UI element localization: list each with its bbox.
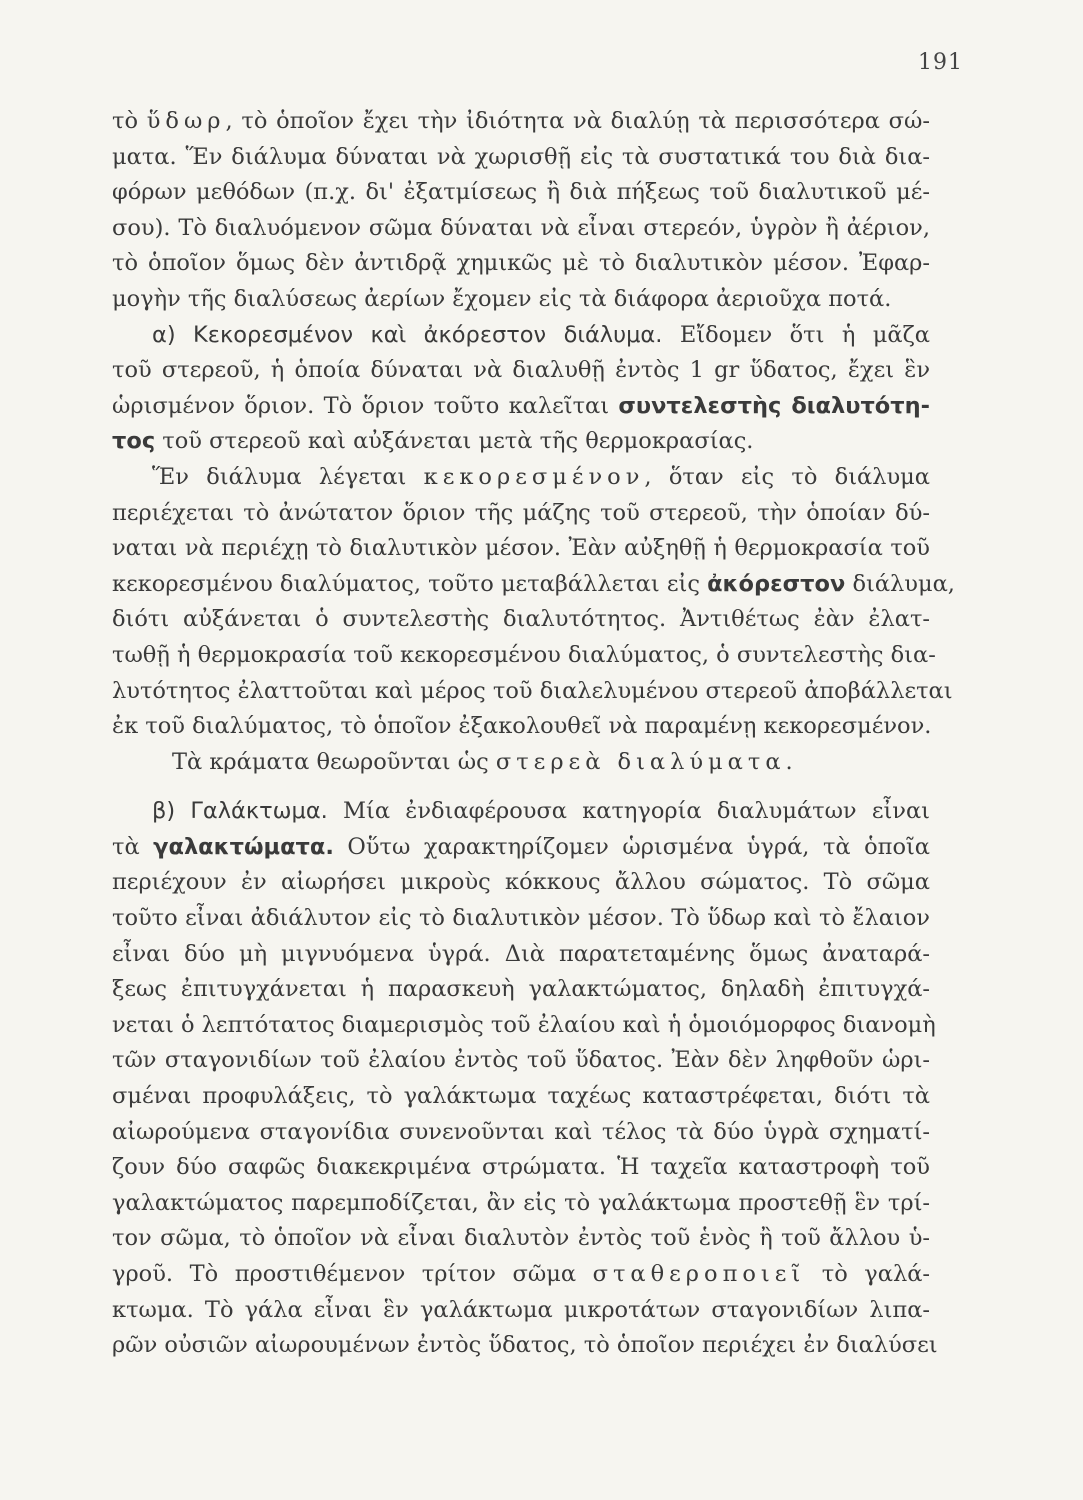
text-run: περιέχουν ἐν αἰωρήσει μικροὺς κόκκους ἄλλου σώματος. Τὸ σῶμα [112,869,930,896]
text-line [112,424,930,460]
text-run: τοῦ στερεοῦ, ἡ ὁποία δύναται νὰ διαλυθῇ ἐντὸς 1 gr ὕδατος, ἔχει ἓν [112,357,930,384]
text-line [112,865,930,901]
page-number: 191 [918,50,963,75]
text-run: τωθῇ ἡ θερμοκρασία τοῦ κεκορεσμένου διαλύματος, ὁ συντελεστὴς δια- [112,641,936,668]
bold-term: ἀκόρεστον [707,570,846,597]
text-line [112,709,930,745]
text-line [112,972,930,1008]
text-line [112,638,936,674]
text-run: ἐκ τοῦ διαλύματος, τὸ ὁποῖον ἐξακολουθεῖ νὰ παραμένῃ κεκορεσμένον. [112,713,932,740]
paragraph-p5 [112,794,938,1364]
text-run: μογὴν τῆς διαλύσεως ἀερίων ἔχομεν εἰς τὰ διάφορα ἀεριοῦχα ποτά. [112,285,892,312]
text-line [112,1221,930,1257]
text-run: ματα. Ἕν διάλυμα δύναται νὰ χωρισθῇ εἰς τὰ συστατικά του διὰ δια- [112,143,930,170]
text-line [112,1293,930,1329]
spaced-term: στερεὰ διαλύματα [495,748,786,775]
text-run: ναται νὰ περιέχῃ τὸ διαλυτικὸν μέσον. Ἐὰν αὐξηθῇ ἡ θερμοκρασία τοῦ [112,535,930,562]
bold-term: γαλακτώματα. [153,833,334,860]
text-run: εἶναι δύο μὴ μιγνυόμενα ὑγρά. Διὰ παρατεταμένης ὅμως ἀναταρά- [112,940,930,967]
text-line [112,1043,930,1079]
text-line [112,140,930,176]
text-line [112,794,930,830]
text-line [112,211,930,247]
text-run: λυτότητος ἐλαττοῦται καὶ μέρος τοῦ διαλελυμένου στερεοῦ ἀποβάλλεται [112,677,953,704]
text-line [112,282,930,318]
text-line [112,1079,930,1115]
text-run: . [785,748,793,775]
paragraph-p4 [112,745,930,781]
text-run: τὰ [112,833,154,860]
text-run: τον σῶμα, τὸ ὁποῖον νὰ εἶναι διαλυτὸν ἐντὸς τοῦ ἑνὸς ἢ τοῦ ἄλλου ὑ- [112,1225,930,1252]
text-run: περιέχεται τὸ ἀνώτατον ὅριον τῆς μάζης τοῦ στερεοῦ, τὴν ὁποίαν δύ- [112,499,930,526]
text-run: γροῦ. Τὸ προστιθέμενον τρίτον σῶμα [112,1261,593,1287]
text-line [112,1150,930,1186]
text-run: νεται ὁ λεπτότατος διαμερισμὸς τοῦ ἐλαίου καὶ ἡ ὁμοιόμορφος διανομὴ [112,1011,936,1038]
text-line [112,1186,930,1222]
text-line [112,567,955,603]
text-run: κτωμα. Τὸ γάλα εἶναι ἓν γαλάκτωμα μικροτάτων σταγονιδίων λιπα- [112,1296,930,1323]
paragraph-p1 [112,104,930,318]
text-line [112,901,930,937]
text-line [112,246,930,282]
text-line [112,830,930,866]
text-line [112,353,930,389]
text-line [112,104,930,140]
text-line [112,937,930,973]
text-run: Ἕν διάλυμα λέγεται [152,463,424,490]
text-run: τὸ γαλά- [805,1261,930,1287]
text-run: φόρων μεθόδων (π.χ. δι' ἐξατμίσεως ἢ διὰ πήξεως τοῦ διαλυτικοῦ μέ- [112,179,930,206]
text-line [112,496,930,532]
text-line [112,531,930,567]
text-run: κεκορεσμένου διαλύματος, τοῦτο μεταβάλλεται εἰς [112,570,708,597]
text-run: τοῦτο εἶναι ἀδιάλυτον εἰς τὸ διαλυτικὸν μέσον. Τὸ ὕδωρ καὶ τὸ ἔλαιον [112,905,930,932]
bold-term: συντελεστὴς διαλυτότη- [618,392,930,419]
paragraph-p2 [112,318,930,460]
text-line [112,318,930,354]
text-line [112,745,930,781]
spaced-term: σταθεροποιεῖ [592,1261,806,1287]
paragraph-p3 [112,460,955,745]
text-run: ρῶν οὐσιῶν αἰωρουμένων ἐντὸς ὕδατος, τὸ ὁποῖον περιέχει ἐν διαλύσει [112,1332,938,1359]
text-line [112,674,953,710]
spaced-term: ὕδωρ [146,108,226,134]
text-run: , τὸ ὁποῖον ἔχει τὴν ἰδιότητα νὰ διαλύῃ τὰ περισσότερα σώ- [225,108,930,134]
text-run: Εἴδομεν ὅτι ἡ μᾶζα [662,321,930,348]
text-run: γαλακτώματος παρεμποδίζεται, ἂν εἰς τὸ γαλάκτωμα προστεθῇ ἓν τρί- [112,1189,930,1216]
text-run: ὡρισμένον ὅριον. Τὸ ὅριον τοῦτο καλεῖται [112,392,619,419]
text-line [112,1008,936,1044]
text-line [112,1257,930,1293]
text-line [112,602,930,638]
text-run: αἰωρούμενα σταγονίδια συνενοῦνται καὶ τέλος τὰ δύο ὑγρὰ σχηματί- [112,1118,930,1145]
paragraph-gap [112,780,930,794]
text-run: τοῦ στερεοῦ καὶ αὐξάνεται μετὰ τῆς θερμοκρασίας. [155,428,754,455]
text-run: τῶν σταγονιδίων τοῦ ἐλαίου ἐντὸς τοῦ ὕδατος. Ἐὰν δὲν ληφθοῦν ὡρι- [112,1047,930,1074]
text-run: ζουν δύο σαφῶς διακεκριμένα στρώματα. Ἡ ταχεῖα καταστροφὴ τοῦ [112,1154,930,1181]
section-heading: β) Γαλάκτωμα. [152,798,328,825]
text-run: , ὅταν εἰς τὸ διάλυμα [644,463,930,490]
spaced-term: κεκορεσμένον [423,463,645,490]
text-run: τὸ [112,108,147,134]
text-run: Μία ἐνδιαφέρουσα κατηγορία διαλυμάτων εἶναι [327,798,930,825]
text-run: Τὰ κράματα θεωροῦνται ὡς [172,748,496,775]
text-line [112,1328,938,1364]
text-run: σμέναι προφυλάξεις, τὸ γαλάκτωμα ταχέως καταστρέφεται, διότι τὰ [112,1083,930,1110]
body-text [112,104,955,1364]
text-run: σου). Τὸ διαλυόμενον σῶμα δύναται νὰ εἶναι στερεόν, ὑγρὸν ἢ ἀέριον, [112,214,930,241]
text-line [112,175,930,211]
text-line [112,389,930,425]
text-run: Οὕτω χαρακτηρίζομεν ὡρισμένα ὑγρά, τὰ ὁποῖα [333,833,931,860]
text-line [112,1115,930,1151]
text-run: διάλυμα, [845,570,955,597]
bold-term: τος [112,428,156,455]
section-heading: α) Κεκορεσμένον καὶ ἀκόρεστον διάλυμα. [152,321,663,348]
text-run: τὸ ὁποῖον ὅμως δὲν ἀντιδρᾷ χημικῶς μὲ τὸ διαλυτικὸν μέσον. Ἐφαρ- [112,250,930,277]
text-run: ξεως ἐπιτυγχάνεται ἡ παρασκευὴ γαλακτώματος, δηλαδὴ ἐπιτυγχά- [112,976,930,1003]
text-run: διότι αὐξάνεται ὁ συντελεστὴς διαλυτότητος. Ἀντιθέτως ἐὰν ἐλατ- [112,606,930,633]
text-line [112,460,930,496]
